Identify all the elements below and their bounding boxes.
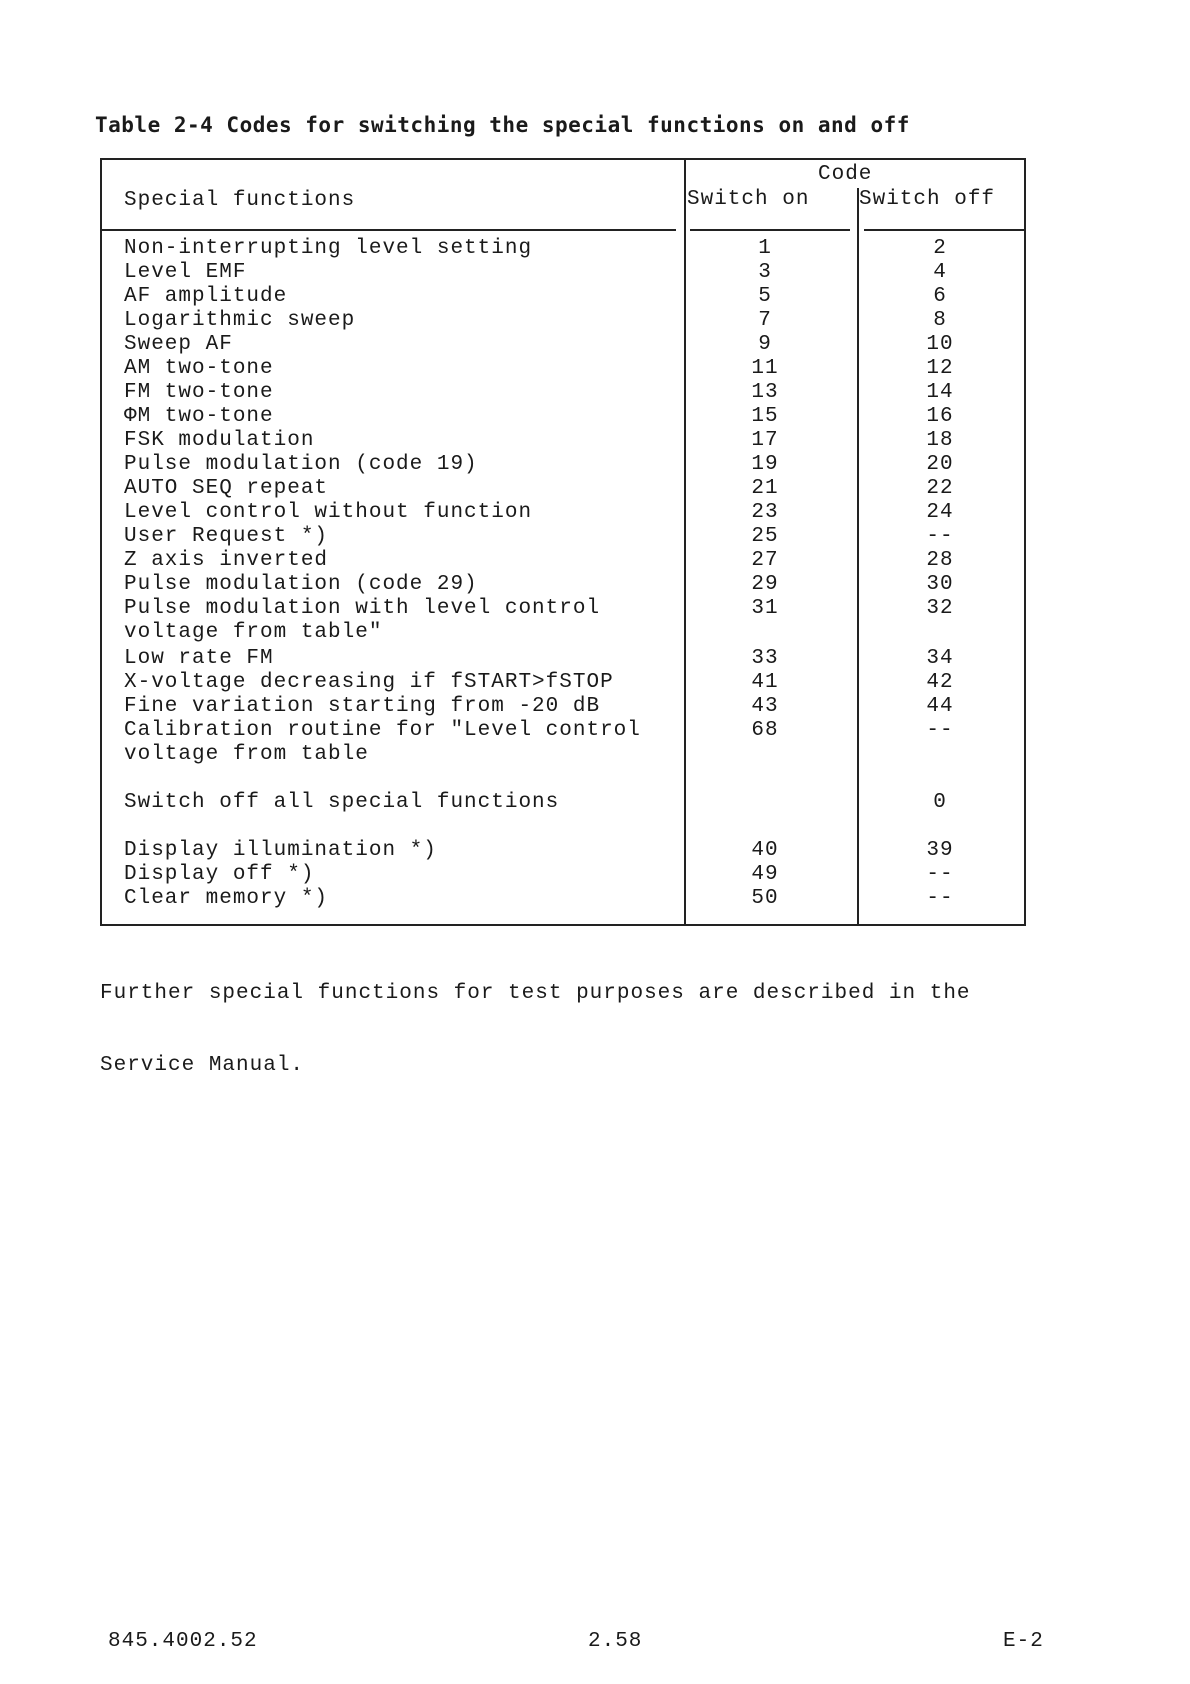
function-name: Z axis inverted <box>124 549 329 572</box>
function-name: Logarithmic sweep <box>124 309 356 332</box>
code-switch-off: 24 <box>926 501 954 524</box>
code-switch-on: 13 <box>751 381 779 404</box>
code-switch-off: -- <box>926 525 954 548</box>
code-switch-off: 39 <box>926 839 954 862</box>
footnote-line-1: Further special functions for test purposes are described in the <box>100 982 971 1005</box>
code-switch-on: 7 <box>758 309 772 332</box>
code-switch-on: 3 <box>758 261 772 284</box>
code-switch-on: 50 <box>751 887 779 910</box>
table-row <box>0 863 1190 887</box>
footer-page-number: 2.58 <box>588 1630 643 1653</box>
table-row <box>0 647 1190 671</box>
table-row <box>0 309 1190 333</box>
code-switch-on: 1 <box>758 237 772 260</box>
table-row <box>0 357 1190 381</box>
header-special-functions: Special functions <box>124 189 356 212</box>
code-switch-on: 33 <box>751 647 779 670</box>
code-switch-off: 34 <box>926 647 954 670</box>
code-switch-off: 8 <box>933 309 947 332</box>
table-row <box>0 695 1190 719</box>
code-switch-on: 11 <box>751 357 779 380</box>
table-row <box>0 621 1190 645</box>
function-name: Level control without function <box>124 501 533 524</box>
code-switch-on: 49 <box>751 863 779 886</box>
code-switch-off: 14 <box>926 381 954 404</box>
code-switch-off: 44 <box>926 695 954 718</box>
footer-doc-number: 845.4002.52 <box>108 1630 258 1653</box>
table-row <box>0 791 1190 815</box>
table-row <box>0 453 1190 477</box>
table-row <box>0 501 1190 525</box>
code-switch-on: 25 <box>751 525 779 548</box>
table-row <box>0 477 1190 501</box>
header-underline-switch-off <box>864 229 1024 231</box>
code-switch-off: 2 <box>933 237 947 260</box>
function-name: Sweep AF <box>124 333 233 356</box>
function-name: Switch off all special functions <box>124 791 560 814</box>
code-switch-on: 68 <box>751 719 779 742</box>
code-switch-on: 5 <box>758 285 772 308</box>
function-name: Calibration routine for "Level control <box>124 719 641 742</box>
function-name: FM two-tone <box>124 381 274 404</box>
code-switch-on: 40 <box>751 839 779 862</box>
footer-edition: E-2 <box>1003 1630 1044 1653</box>
table-title: Table 2-4 Codes for switching the special functions on and off <box>95 113 910 137</box>
code-switch-off: 10 <box>926 333 954 356</box>
code-switch-off: 30 <box>926 573 954 596</box>
table-row <box>0 525 1190 549</box>
function-name: AUTO SEQ repeat <box>124 477 329 500</box>
code-switch-off: -- <box>926 863 954 886</box>
function-name: ΦM two-tone <box>124 405 274 428</box>
table-row <box>0 743 1190 767</box>
table-row <box>0 261 1190 285</box>
code-switch-on: 23 <box>751 501 779 524</box>
header-underline-functions <box>102 229 676 231</box>
footnote-line-2: Service Manual. <box>100 1054 305 1077</box>
footnote <box>100 934 971 1102</box>
table-row <box>0 671 1190 695</box>
function-name: voltage from table" <box>124 621 383 644</box>
code-switch-on: 41 <box>751 671 779 694</box>
function-name: Non-interrupting level setting <box>124 237 533 260</box>
function-name: FSK modulation <box>124 429 315 452</box>
function-name: AM two-tone <box>124 357 274 380</box>
code-switch-off: 20 <box>926 453 954 476</box>
code-switch-on: 27 <box>751 549 779 572</box>
code-switch-off: 32 <box>926 597 954 620</box>
function-name: Display illumination *) <box>124 839 437 862</box>
table-row <box>0 333 1190 357</box>
table-row <box>0 887 1190 911</box>
header-underline-switch-on <box>690 229 850 231</box>
code-switch-on: 43 <box>751 695 779 718</box>
code-switch-off: 18 <box>926 429 954 452</box>
code-switch-off: -- <box>926 887 954 910</box>
code-switch-off: 42 <box>926 671 954 694</box>
function-name: AF amplitude <box>124 285 288 308</box>
function-name: Level EMF <box>124 261 247 284</box>
code-switch-on: 19 <box>751 453 779 476</box>
code-switch-off: 6 <box>933 285 947 308</box>
function-name: Fine variation starting from -20 dB <box>124 695 601 718</box>
code-switch-off: 16 <box>926 405 954 428</box>
function-name: Display off *) <box>124 863 315 886</box>
code-switch-on: 29 <box>751 573 779 596</box>
table-row <box>0 405 1190 429</box>
code-switch-off: 28 <box>926 549 954 572</box>
table-row <box>0 381 1190 405</box>
header-code: Code <box>818 163 873 186</box>
table-row <box>0 573 1190 597</box>
function-name: Pulse modulation (code 29) <box>124 573 478 596</box>
function-name: Clear memory *) <box>124 887 329 910</box>
table-row <box>0 839 1190 863</box>
code-switch-off: 4 <box>933 261 947 284</box>
code-switch-off: 12 <box>926 357 954 380</box>
function-name: Pulse modulation (code 19) <box>124 453 478 476</box>
function-name: X-voltage decreasing if fSTART>fSTOP <box>124 671 614 694</box>
function-name: User Request *) <box>124 525 329 548</box>
function-name: Pulse modulation with level control <box>124 597 601 620</box>
code-switch-off: -- <box>926 719 954 742</box>
code-switch-on: 31 <box>751 597 779 620</box>
table-row <box>0 237 1190 261</box>
code-switch-off: 0 <box>933 791 947 814</box>
table-row <box>0 597 1190 621</box>
table-row <box>0 719 1190 743</box>
function-name: Low rate FM <box>124 647 274 670</box>
code-switch-on: 15 <box>751 405 779 428</box>
table-row <box>0 429 1190 453</box>
code-switch-on: 17 <box>751 429 779 452</box>
header-switch-off: Switch off <box>859 188 996 211</box>
code-switch-on: 21 <box>751 477 779 500</box>
header-switch-on: Switch on <box>687 188 810 211</box>
function-name: voltage from table <box>124 743 369 766</box>
code-switch-on: 9 <box>758 333 772 356</box>
code-switch-off: 22 <box>926 477 954 500</box>
table-row <box>0 549 1190 573</box>
table-row <box>0 285 1190 309</box>
